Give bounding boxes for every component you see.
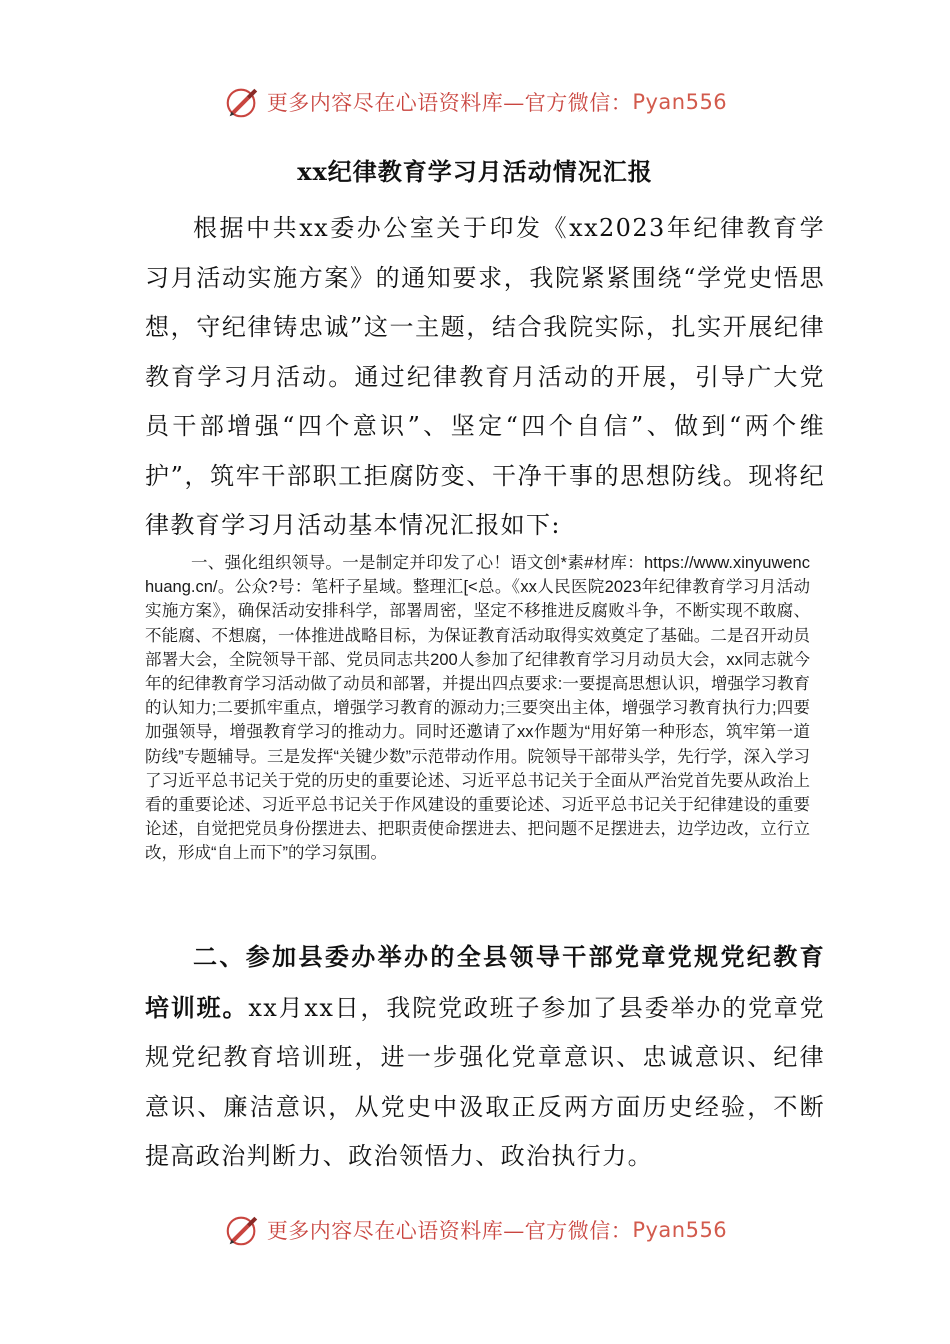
section-two-body: xx月xx日，我院党政班子参加了县委举办的党章党规党纪教育培训班，进一步强化党章意识、忠诚意识、纪律意识、廉洁意识，从党史中汲取正反两方面历史经验，不断提高政治判断力、政治领悟力、政治执行力。 <box>145 993 825 1170</box>
pen-logo-icon <box>223 83 261 121</box>
watermark-banner-top <box>0 80 950 124</box>
pen-logo-icon <box>223 1211 261 1249</box>
section-one-paragraph: 一、强化组织领导。一是制定并印发了心！语文创*素#材库：https://www.xinyuwenchuang.cn/。公众?号：笔杆子星域。整理汇[<总。《xx人民医院2023年纪律教育学习月活动实施方案》，确保活动安排科学，部署周密，坚定不移推进反腐败斗争，不断实现不敢腐、不能腐、不想腐，一体推进战略目标，为保证教育活动取得实效奠定了基础。二是召开动员部署大会，全院领导干部、党员同志共200人参加了纪律教育学习月动员大会，xx同志就今年的纪律教育学习活动做了动员和部署，并提出四点要求:一要提高思想认识，增强学习教育的认知力;二要抓牢重点，增强学习教育的源动力;三要突出主体，增强学习教育执行力;四要加强领导，增强教育学习的推动力。同时还邀请了xx作题为“用好第一种形态，筑牢第一道防线”专题辅导。三是发挥“关键少数”示范带动作用。院领导干部带头学，先行学，深入学习了习近平总书记关于党的历史的重要论述、习近平总书记关于全面从严治党首先要从政治上看的重要论述、习近平总书记关于作风建设的重要论述、习近平总书记关于纪律建设的重要论述，自觉把党员身份摆进去、把职责使命摆进去、把问题不足摆进去，边学边改，立行立改，形成“自上而下”的学习氛围。 <box>145 554 810 863</box>
section-two-paragraph <box>145 932 825 1182</box>
section-two-heading: 二、参加县委办举办的全县领导干部党章党规党纪教育培训班。 <box>145 942 825 1022</box>
watermark-banner-bottom <box>0 1208 950 1252</box>
watermark-text: 更多内容尽在心语资料库—官方微信： <box>266 1219 633 1243</box>
watermark-text: 更多内容尽在心语资料库—官方微信： <box>266 91 633 115</box>
watermark-wechat-id: Pyan556 <box>632 90 728 114</box>
document-title: xx纪律教育学习月活动情况汇报 <box>297 157 653 186</box>
watermark-wechat-id: Pyan556 <box>632 1218 728 1242</box>
intro-paragraph: 根据中共xx委办公室关于印发《xx2023年纪律教育学习月活动实施方案》的通知要求，我院紧紧围绕“学党史悟思想，守纪律铸忠诚”这一主题，结合我院实际，扎实开展纪律教育学习月活动。通过纪律教育月活动的开展，引导广大党员干部增强“四个意识”、坚定“四个自信”、做到“两个维护”，筑牢干部职工拒腐防变、干净干事的思想防线。现将纪律教育学习月活动基本情况汇报如下: <box>145 214 825 539</box>
